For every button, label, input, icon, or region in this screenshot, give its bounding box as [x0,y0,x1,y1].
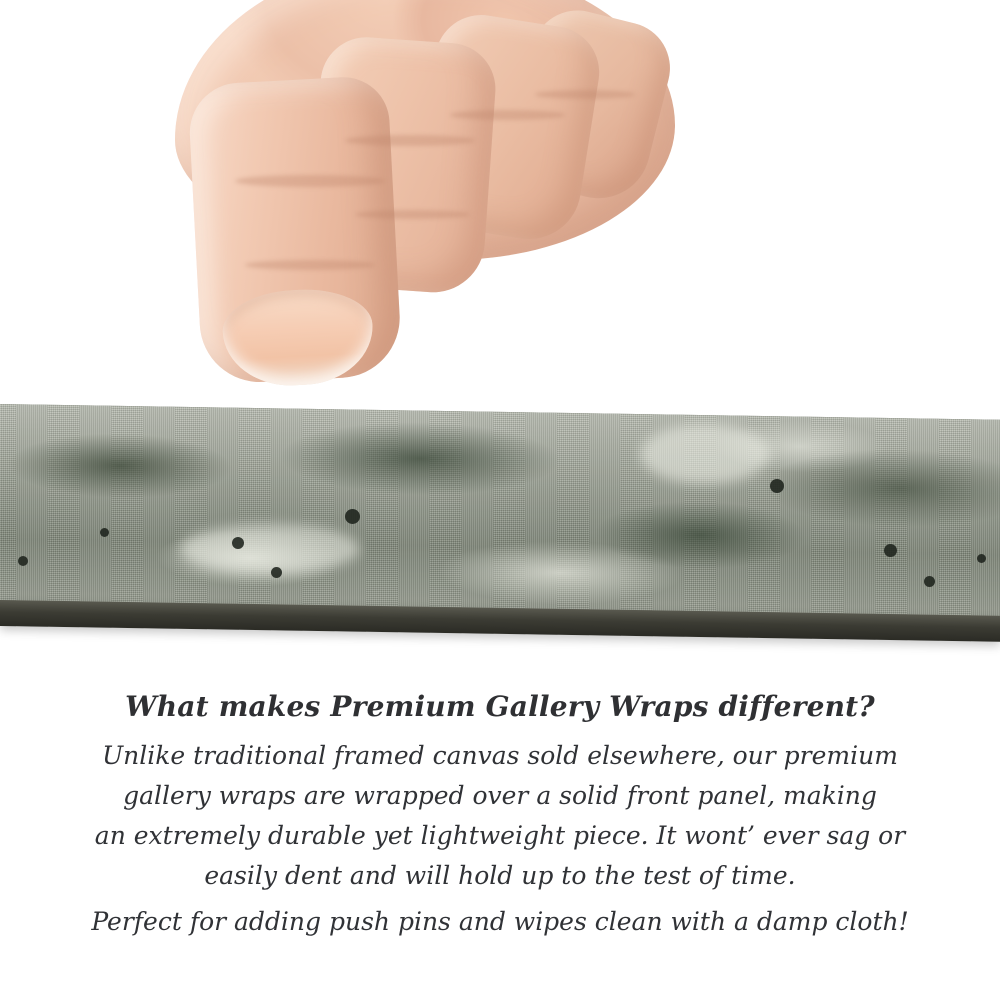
finger-crease [345,135,475,146]
canvas-speck [884,544,897,557]
canvas-speck [924,576,935,587]
gallery-wrap-canvas-edge [0,404,1000,629]
finger-crease [245,260,375,270]
marketing-copy [0,690,1000,942]
finger-crease [450,110,565,120]
canvas-print-surface [0,404,1000,628]
hand-illustration [105,0,685,430]
canvas-speck [100,528,109,537]
canvas-speck [18,556,28,566]
finger-crease [535,90,635,99]
finger-crease [355,210,470,219]
canvas-speck [977,554,986,563]
canvas-speck [345,509,360,524]
copy-heading: What makes Premium Gallery Wraps different? [125,690,875,723]
copy-closing-line: Perfect for adding push pins and wipes clean with a damp cloth! [91,907,909,936]
canvas-speck [770,479,784,493]
canvas-speck [232,537,244,549]
canvas-speck [271,567,282,578]
copy-line-1: Unlike traditional framed canvas sold elsewhere, our premium [102,741,898,770]
canvas-highlight [180,524,360,574]
canvas-highlight [640,424,770,484]
copy-line-4: easily dent and will hold up to the test of time. [204,861,796,890]
copy-line-2: gallery wraps are wrapped over a solid front panel, making [123,781,877,810]
copy-line-3: an extremely durable yet lightweight piece. It wont’ ever sag or [94,821,906,850]
finger-crease [235,175,385,187]
